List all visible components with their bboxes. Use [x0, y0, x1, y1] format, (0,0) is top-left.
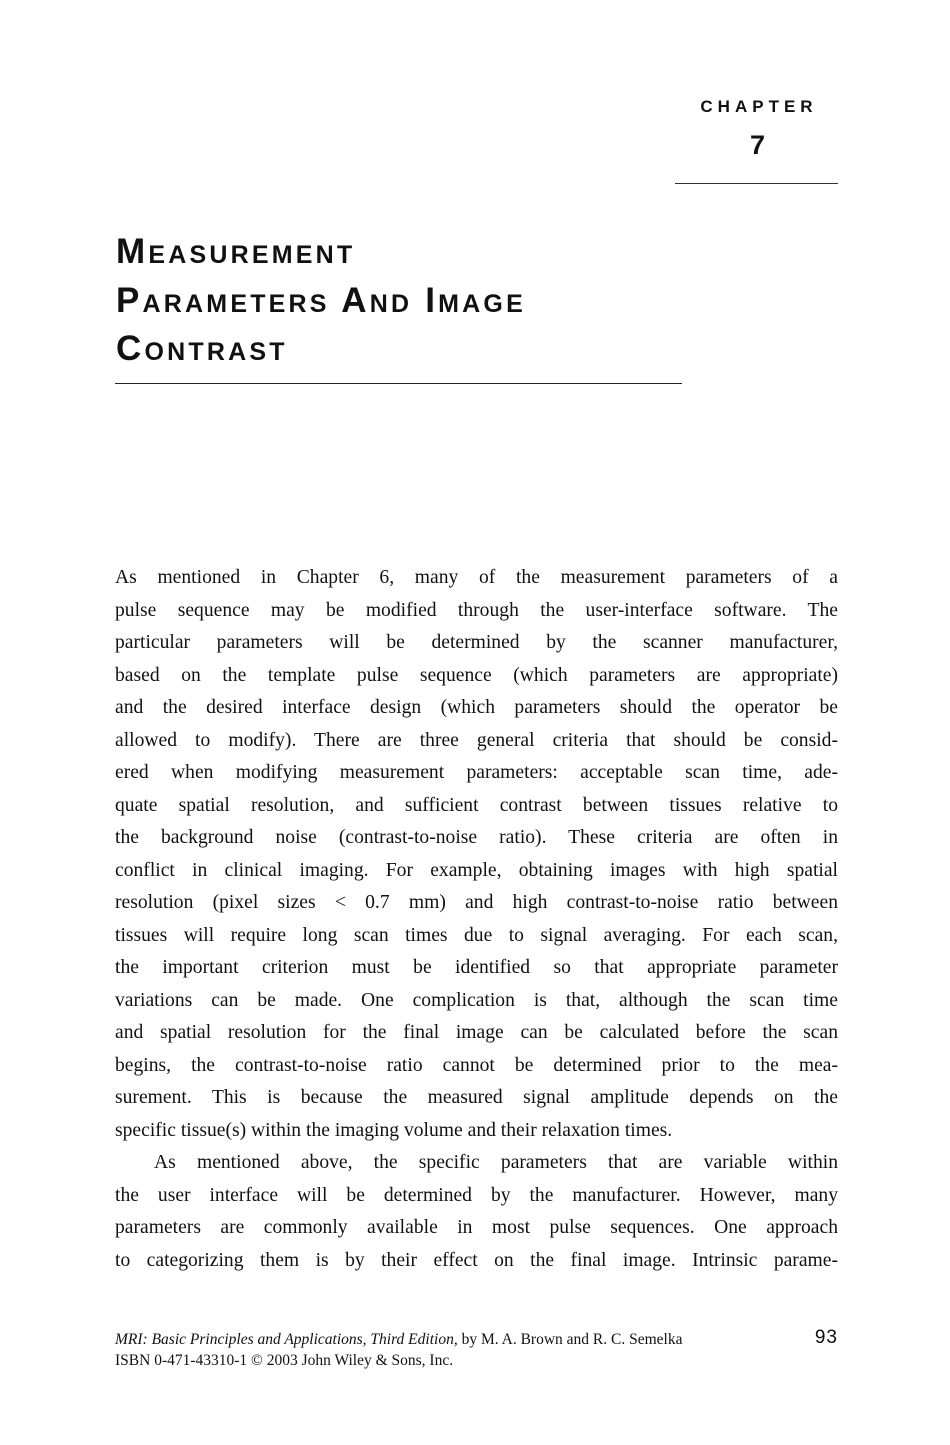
text-line: begins, the contrast-to-noise ratio cannot be determined prior to the mea-: [115, 1054, 838, 1076]
text-line: the background noise (contrast-to-noise ratio). These criteria are often in: [115, 827, 838, 848]
text-line: based on the template pulse sequence (which parameters are appropriate): [115, 664, 838, 686]
text-line: As mentioned above, the specific parameters that are variable within: [154, 1152, 838, 1173]
title-rule: [115, 383, 682, 384]
text-line: particular parameters will be determined by the scanner manufacturer,: [115, 632, 838, 653]
page-footer: [115, 1329, 838, 1371]
text-line: the important criterion must be identified so that appropriate parameter: [115, 957, 838, 978]
book-title: MRI: Basic Principles and Applications, Third Edition,: [115, 1331, 458, 1348]
text-line: surement. This is because the measured signal amplitude depends on the: [115, 1087, 838, 1108]
page-number: 93: [814, 1327, 838, 1348]
text-line: and spatial resolution for the final image can be calculated before the scan: [115, 1022, 838, 1043]
isbn-line: ISBN 0-471-43310-1 © 2003 John Wiley & Sons, Inc.: [115, 1352, 454, 1369]
text-line: to categorizing them is by their effect on the final image. Intrinsic parame-: [115, 1249, 838, 1271]
text-line: variations can be made. One complication is that, although the scan time: [115, 989, 838, 1011]
text-line: resolution (pixel sizes < 0.7 mm) and high contrast-to-noise ratio between: [115, 892, 838, 913]
title-line: Parameters And Image: [116, 280, 526, 320]
text-line: parameters are commonly available in most pulse sequences. One approach: [115, 1217, 838, 1238]
body-text: [115, 562, 838, 1277]
text-line: allowed to modify). There are three general criteria that should be consid-: [115, 729, 838, 751]
text-line: conflict in clinical imaging. For example, obtaining images with high spatial: [115, 859, 838, 881]
chapter-number: 7: [749, 130, 766, 160]
text-line: pulse sequence may be modified through the user-interface software. The: [115, 599, 838, 621]
text-line: quate spatial resolution, and sufficient contrast between tissues relative to: [115, 794, 838, 816]
text-line: the user interface will be determined by the manufacturer. However, many: [115, 1184, 838, 1206]
text-line: specific tissue(s) within the imaging volume and their relaxation times.: [115, 1119, 673, 1141]
authors: by M. A. Brown and R. C. Semelka: [457, 1331, 683, 1348]
text-line: ered when modifying measurement parameters: acceptable scan time, ade-: [115, 762, 838, 783]
text-line: As mentioned in Chapter 6, many of the measurement parameters of a: [115, 567, 838, 588]
chapter-rule: [675, 183, 838, 184]
text-line: tissues will require long scan times due to signal averaging. For each scan,: [115, 924, 838, 946]
chapter-title: [116, 228, 526, 374]
citation-line: [115, 1329, 838, 1350]
title-line: Measurement: [116, 232, 356, 271]
text-line: and the desired interface design (which parameters should the operator be: [115, 697, 838, 718]
chapter-label: CHAPTER: [700, 97, 818, 116]
title-line: Contrast: [116, 329, 288, 368]
